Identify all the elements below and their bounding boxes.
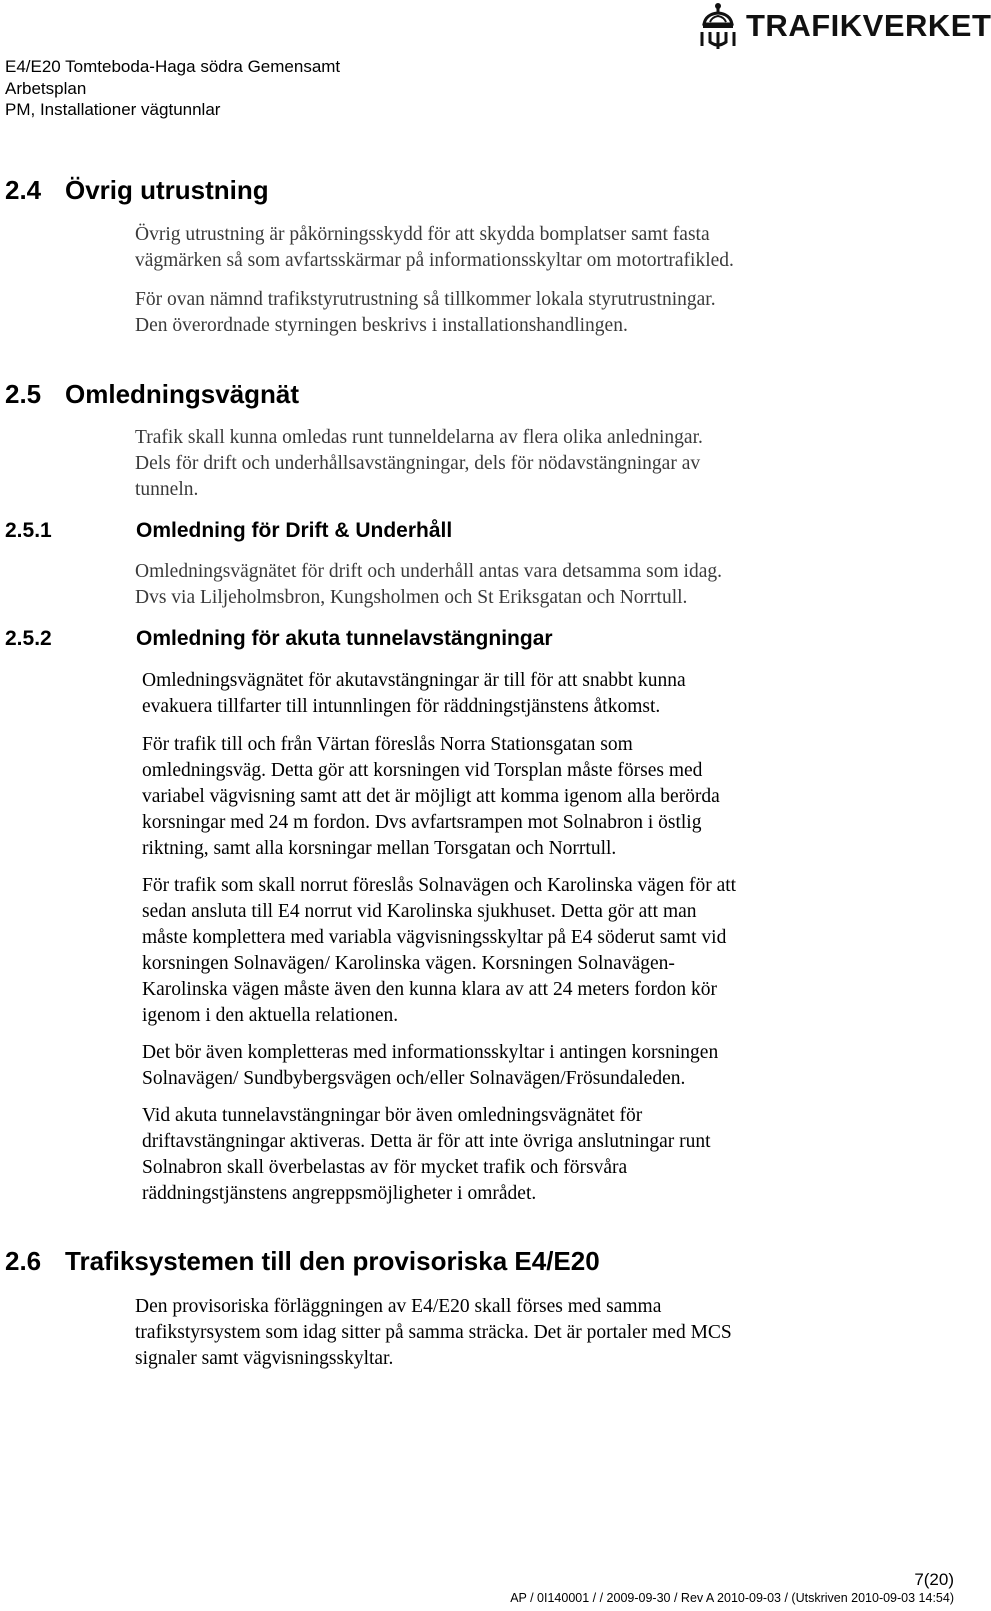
section-heading-2-5	[5, 379, 299, 409]
paragraph	[142, 873, 736, 1029]
section-number: 2.5.2	[5, 627, 52, 650]
text-line: Solnabron skall överbelastas av för mycket trafik och försvåra	[142, 1157, 628, 1178]
text-line: räddningstjänstens angreppsmöjligheter i området.	[142, 1183, 537, 1204]
text-line: evakuera tillfarter till intunnlingen för räddningstjänstens åtkomst.	[142, 696, 661, 717]
text-line: riktning, samt alla korsningar mellan Torsgatan och Norrtull.	[142, 838, 617, 859]
paragraph	[142, 732, 720, 862]
text-line: Trafik skall kunna omledas runt tunneldelarna av flera olika anledningar.	[135, 427, 703, 448]
text-line: korsningar med 24 m fordon. Dvs avfartsrampen mot Solnabron i östlig	[142, 812, 702, 833]
text-line: Dvs via Liljeholmsbron, Kungsholmen och St Eriksgatan och Norrtull.	[135, 587, 688, 608]
text-line: Omledningsvägnätet för drift och underhåll antas vara detsamma som idag.	[135, 561, 722, 582]
text-line: Karolinska vägen måste även den kunna klara av att 24 meters fordon kör	[142, 979, 718, 1000]
text-line: igenom i den aktuella relationen.	[142, 1005, 399, 1026]
paragraph	[135, 1294, 732, 1372]
text-line: Omledningsvägnätet för akutavstängningar är till för att snabbt kunna	[142, 670, 686, 691]
section-heading-2-5-1	[5, 518, 452, 544]
document-reference: AP / 0I140001 / / 2009-09-30 / Rev A 2010-09-03 / (Utskriven 2010-09-03 14:54)	[510, 1591, 954, 1605]
logo-wordmark: TRAFIKVERKET	[746, 8, 991, 43]
section-number: 2.6	[5, 1246, 42, 1276]
trafikverket-logo	[696, 2, 991, 52]
text-line: Det bör även kompletteras med informationsskyltar i antingen korsningen	[142, 1042, 719, 1063]
text-line: vägmärken så som avfartsskärmar på informationsskyltar om motortrafikled.	[135, 250, 734, 271]
section-title: Övrig utrustning	[65, 175, 269, 205]
text-line: variabel vägvisning samt att det är möjligt att komma igenom alla berörda	[142, 786, 720, 807]
section-number: 2.4	[5, 175, 42, 205]
section-number: 2.5.1	[5, 519, 52, 542]
text-line: Solnavägen/ Sundbybergsvägen och/eller Solnavägen/Frösundaleden.	[142, 1068, 686, 1089]
text-line: För ovan nämnd trafikstyrutrustning så tillkommer lokala styrutrustningar.	[135, 289, 716, 310]
section-heading-2-5-2	[5, 626, 553, 652]
paragraph	[135, 559, 722, 611]
section-title: Omledning för Drift & Underhåll	[136, 519, 453, 542]
text-line: måste komplettera med variabla vägvisningsskyltar på E4 söderut samt vid	[142, 927, 727, 948]
section-heading-2-6	[5, 1246, 600, 1276]
paragraph	[142, 668, 686, 720]
text-line: korsningen Solnavägen/ Karolinska vägen. Korsningen Solnavägen-	[142, 953, 675, 974]
section-heading-2-4	[5, 175, 269, 205]
page-number: 7(20)	[914, 1570, 954, 1589]
text-line: tunneln.	[135, 479, 199, 500]
header-document-type: Arbetsplan	[5, 79, 87, 98]
text-line: signaler samt vägvisningsskyltar.	[135, 1348, 394, 1369]
paragraph	[135, 425, 703, 503]
text-line: driftavstängningar aktiveras. Detta är för att inte övriga anslutningar runt	[142, 1131, 711, 1152]
paragraph	[142, 1040, 718, 1092]
text-line: Den överordnade styrningen beskrivs i installationshandlingen.	[135, 315, 628, 336]
paragraph	[142, 1103, 711, 1207]
text-line: För trafik som skall norrut föreslås Solnavägen och Karolinska vägen för att	[142, 875, 737, 896]
header-project-title: E4/E20 Tomteboda-Haga södra Gemensamt	[5, 57, 341, 76]
text-line: trafikstyrsystem som idag sitter på samma sträcka. Det är portaler med MCS	[135, 1322, 732, 1343]
text-line: Övrig utrustning är påkörningsskydd för att skydda bomplatser samt fasta	[135, 224, 710, 245]
text-line: Vid akuta tunnelavstängningar bör även omledningsvägnätet för	[142, 1105, 643, 1126]
section-number: 2.5	[5, 379, 42, 409]
section-title: Omledningsvägnät	[65, 379, 300, 409]
paragraph	[135, 222, 734, 274]
crown-emblem-icon	[696, 2, 740, 50]
text-line: omledningsväg. Detta gör att korsningen vid Torsplan måste förses med	[142, 760, 703, 781]
header-document-name: PM, Installationer vägtunnlar	[5, 100, 221, 119]
text-line: För trafik till och från Värtan föreslås Norra Stationsgatan som	[142, 734, 633, 755]
paragraph	[135, 287, 716, 339]
section-title: Trafiksystemen till den provisoriska E4/E20	[65, 1246, 600, 1276]
text-line: Dels för drift och underhållsavstängningar, dels för nödavstängningar av	[135, 453, 701, 474]
text-line: sedan ansluta till E4 norrut vid Karolinska sjukhuset. Detta gör att man	[142, 901, 697, 922]
section-title: Omledning för akuta tunnelavstängningar	[136, 627, 553, 650]
text-line: Den provisoriska förläggningen av E4/E20 skall förses med samma	[135, 1296, 662, 1317]
